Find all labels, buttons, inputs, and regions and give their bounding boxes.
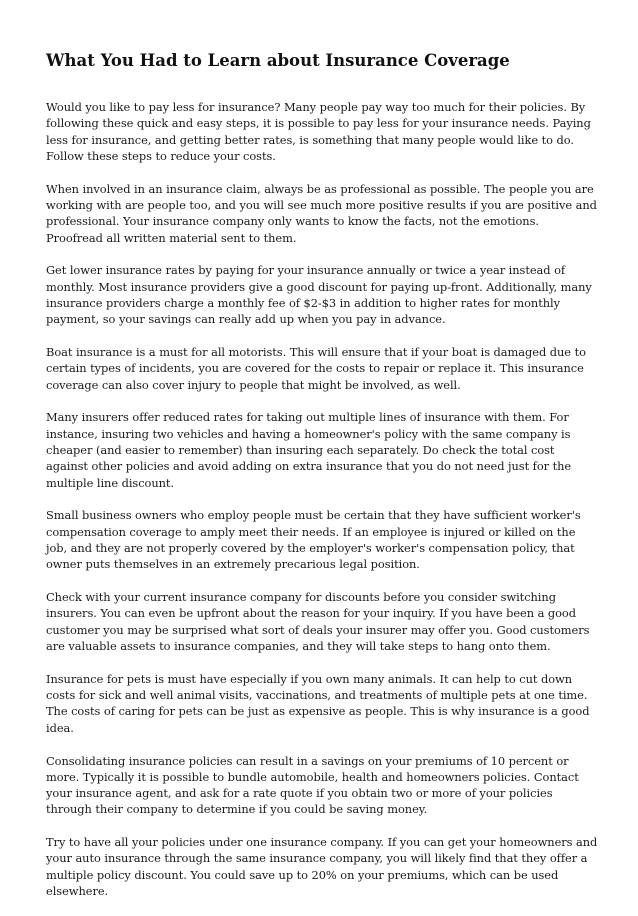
paragraph: When involved in an insurance claim, always be as professional as possible. The people you are working with are people too, and you will see much more positive results if you are positive and professional. Your insurance company only wants to know the facts, not the emotions. Proofread all written material sent to them. [46,181,597,245]
paragraph: Many insurers offer reduced rates for taking out multiple lines of insurance with them. For instance, insuring two vehicles and having a homeowner's policy with the same company is cheaper (and easier to remember) than insuring each separately. Do check the total cost against other policies and avoid adding on extra insurance that you do not need just for the multiple line discount. [46,410,572,490]
document-title: What You Had to Learn about Insurance Coverage [46,51,510,70]
paragraph: Check with your current insurance company for discounts before you consider switching insurers. You can even be upfront about the reason for your inquiry. If you have been a good customer you may be surprised what sort of deals your insurer may offer you. Good customers are valuable assets to insurance companies, and they will take steps to hang onto them. [46,590,590,654]
paragraph: Get lower insurance rates by paying for your insurance annually or twice a year instead of monthly. Most insurance providers give a good discount for paying up-front. Additionally, many insurance providers charge a monthly fee of $2-$3 in addition to higher rates for monthly payment, so your savings can really add up when you pay in advance. [46,263,592,327]
document-body [46,99,598,916]
paragraph: Consolidating insurance policies can result in a savings on your premiums of 10 percent or more. Typically it is possible to bundle automobile, health and homeowners policies. Contact your insurance agent, and ask for a rate quote if you obtain two or more of your policies through their company to determine if you could be saving money. [46,753,579,817]
paragraph: Would you like to pay less for insurance? Many people pay way too much for their policies. By following these quick and easy steps, it is possible to pay less for your insurance needs. Paying less for insurance, and getting better rates, is something that many people would like to do. Follow these steps to reduce your costs. [46,100,591,163]
paragraph: Insurance for pets is must have especially if you own many animals. It can help to cut down costs for sick and well animal visits, vaccinations, and treatments of multiple pets at one time. The costs of caring for pets can be just as expensive as people. This is why insurance is a good idea. [46,671,590,735]
paragraph: Try to have all your policies under one insurance company. If you can get your homeowners and your auto insurance through the same insurance company, you will likely find that they offer a multiple policy discount. You could save up to 20% on your premiums, which can be used elsewhere. [46,835,598,899]
paragraph: Boat insurance is a must for all motorists. This will ensure that if your boat is damaged due to certain types of incidents, you are covered for the costs to repair or replace it. This insurance coverage can also cover injury to people that might be involved, as well. [46,345,586,392]
paragraph: Small business owners who employ people must be certain that they have sufficient worker's compensation coverage to amply meet their needs. If an employee is injured or killed on the job, and they are not properly covered by the employer's worker's compensation policy, that owner puts themselves in an extremely precarious legal position. [46,508,581,572]
